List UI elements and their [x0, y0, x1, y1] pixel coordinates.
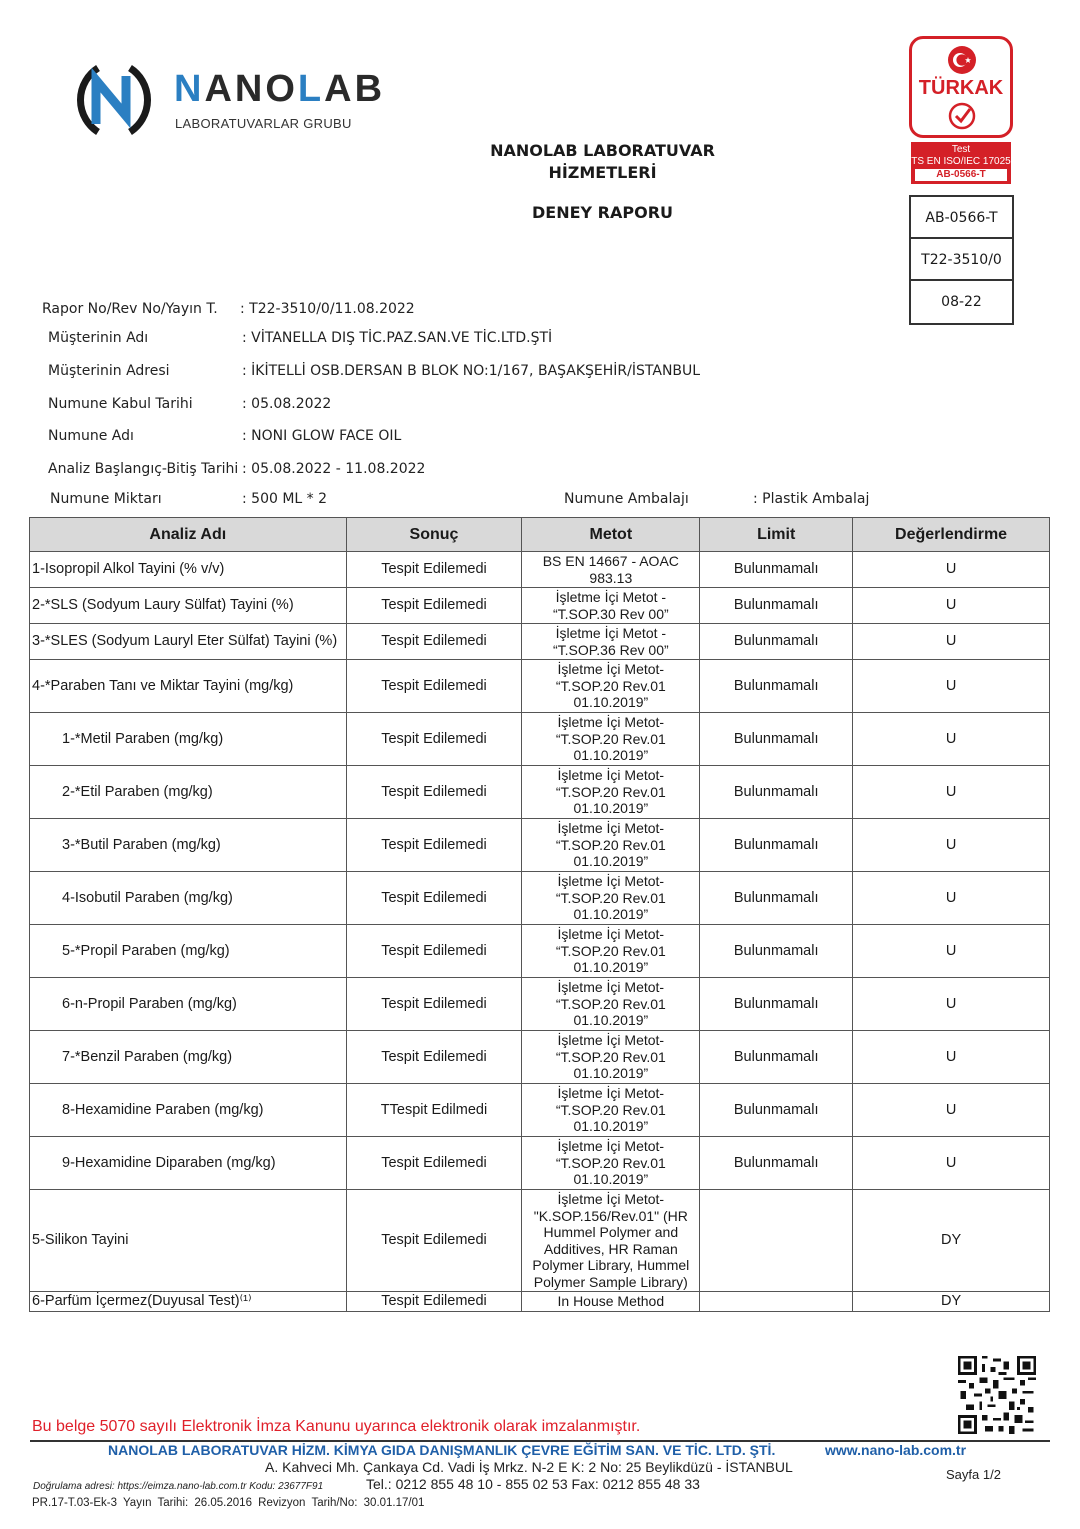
- cell-limit: Bulunmamalı: [700, 872, 853, 925]
- cell-degerlendirme: U: [853, 978, 1050, 1031]
- cell-sonuc: Tespit Edilemedi: [346, 819, 522, 872]
- logo-wordmark: NANOLAB: [174, 68, 386, 110]
- logo-subtitle: LABORATUVARLAR GRUBU: [175, 116, 352, 131]
- cell-sonuc: Tespit Edilemedi: [346, 978, 522, 1031]
- cell-limit: [700, 1292, 853, 1312]
- cell-metot: İşletme İçi Metot- “T.SOP.20 Rev.01 01.10.2019”: [522, 713, 700, 766]
- cell-sonuc: Tespit Edilemedi: [346, 1190, 522, 1292]
- cell-degerlendirme: U: [853, 819, 1050, 872]
- table-row: [30, 624, 1050, 660]
- code-report: T22-3510/0: [911, 239, 1012, 281]
- cell-limit: Bulunmamalı: [700, 978, 853, 1031]
- table-row: [30, 552, 1050, 588]
- cell-sonuc: Tespit Edilemedi: [346, 660, 522, 713]
- results-table: [29, 517, 1050, 1312]
- turkak-accreditation-badge: [909, 36, 1013, 186]
- cell-analiz: 6-Parfüm İçermez(Duyusal Test)⁽¹⁾: [30, 1292, 347, 1312]
- cell-sonuc: Tespit Edilemedi: [346, 766, 522, 819]
- cell-metot: İşletme İçi Metot- “T.SOP.20 Rev.01 01.10.2019”: [522, 978, 700, 1031]
- cell-sonuc: Tespit Edilemedi: [346, 588, 522, 624]
- cell-sonuc: Tespit Edilemedi: [346, 925, 522, 978]
- document-heading: [440, 140, 765, 184]
- cell-limit: Bulunmamalı: [700, 925, 853, 978]
- kabul-tarihi-value: : 05.08.2022: [242, 396, 332, 412]
- rapor-no-value: : T22-3510/0/11.08.2022: [240, 301, 415, 317]
- cell-metot: İşletme İçi Metot- “T.SOP.20 Rev.01 01.10.2019”: [522, 872, 700, 925]
- cell-degerlendirme: U: [853, 713, 1050, 766]
- turkak-line3: AB-0566-T: [915, 169, 1007, 181]
- footer-website-link[interactable]: www.nano-lab.com.tr: [825, 1442, 967, 1458]
- musteri-adi-label: Müşterinin Adı: [48, 330, 149, 346]
- cell-analiz: 8-Hexamidine Paraben (mg/kg): [30, 1084, 347, 1137]
- cell-analiz: 5-*Propil Paraben (mg/kg): [30, 925, 347, 978]
- code-accreditation: AB-0566-T: [911, 197, 1012, 239]
- numune-adi-label: Numune Adı: [48, 428, 134, 444]
- cell-metot: İşletme İçi Metot- “T.SOP.20 Rev.01 01.10.2019”: [522, 925, 700, 978]
- table-row: [30, 713, 1050, 766]
- header-limit: Limit: [700, 518, 853, 552]
- report-codes-box: [909, 195, 1014, 325]
- cell-degerlendirme: U: [853, 766, 1050, 819]
- turkak-brand: TÜRKAK: [918, 77, 1004, 99]
- footer-address: A. Kahveci Mh. Çankaya Cd. Vadi İş Mrkz. N-2 E K: 2 No: 25 Beylikdüzü - İSTANBUL: [265, 1459, 793, 1475]
- cell-analiz: 3-*SLES (Sodyum Lauryl Eter Sülfat) Tayini (%): [30, 624, 347, 660]
- cell-limit: Bulunmamalı: [700, 1137, 853, 1190]
- cell-limit: Bulunmamalı: [700, 552, 853, 588]
- cell-sonuc: Tespit Edilemedi: [346, 713, 522, 766]
- cell-analiz: 7-*Benzil Paraben (mg/kg): [30, 1031, 347, 1084]
- table-row: [30, 660, 1050, 713]
- heading-line1: NANOLAB LABORATUVAR: [490, 141, 715, 160]
- cell-degerlendirme: U: [853, 552, 1050, 588]
- table-row: [30, 1137, 1050, 1190]
- page-number: Sayfa 1/2: [946, 1467, 1001, 1482]
- cell-degerlendirme: U: [853, 588, 1050, 624]
- numune-adi-value: : NONI GLOW FACE OIL: [242, 428, 402, 444]
- footer-phone: Tel.: 0212 855 48 10 - 855 02 53 Fax: 0212 855 48 33: [366, 1476, 700, 1492]
- cell-metot: İşletme İçi Metot- “T.SOP.20 Rev.01 01.10.2019”: [522, 1137, 700, 1190]
- report-title: DENEY RAPORU: [531, 203, 674, 222]
- cell-sonuc: Tespit Edilemedi: [346, 1292, 522, 1312]
- cell-analiz: 4-Isobutil Paraben (mg/kg): [30, 872, 347, 925]
- cell-metot: İşletme İçi Metot - “T.SOP.30 Rev 00”: [522, 588, 700, 624]
- cell-limit: Bulunmamalı: [700, 766, 853, 819]
- footer-verification: Doğrulama adresi: https://eimza.nano-lab.com.tr Kodu: 23677F91: [33, 1481, 324, 1492]
- table-row: [30, 1292, 1050, 1312]
- cell-limit: Bulunmamalı: [700, 660, 853, 713]
- table-row: [30, 1190, 1050, 1292]
- header-analiz-adi: Analiz Adı: [30, 518, 347, 552]
- turkak-frame: [909, 36, 1013, 138]
- numune-miktari-value: : 500 ML * 2: [242, 491, 328, 507]
- cell-limit: [700, 1190, 853, 1292]
- cell-sonuc: Tespit Edilemedi: [346, 552, 522, 588]
- numune-miktari-label: Numune Miktarı: [50, 491, 162, 507]
- cell-limit: Bulunmamalı: [700, 624, 853, 660]
- cell-analiz: 1-Isopropil Alkol Tayini (% v/v): [30, 552, 347, 588]
- cell-analiz: 4-*Paraben Tanı ve Miktar Tayini (mg/kg): [30, 660, 347, 713]
- musteri-adresi-value: : İKİTELLİ OSB.DERSAN B BLOK NO:1/167, BAŞAKŞEHİR/İSTANBUL: [242, 363, 701, 379]
- analiz-tarihi-value: : 05.08.2022 - 11.08.2022: [242, 461, 426, 477]
- header-sonuc: Sonuç: [346, 518, 522, 552]
- cell-degerlendirme: U: [853, 925, 1050, 978]
- heading-line2: HİZMETLERİ: [548, 163, 657, 182]
- table-row: [30, 925, 1050, 978]
- turkak-standard-label: [911, 142, 1011, 184]
- cell-degerlendirme: U: [853, 624, 1050, 660]
- cell-analiz: 1-*Metil Paraben (mg/kg): [30, 713, 347, 766]
- code-date: 08-22: [941, 294, 982, 310]
- kabul-tarihi-label: Numune Kabul Tarihi: [48, 396, 193, 412]
- musteri-adi-value: : VİTANELLA DIŞ TİC.PAZ.SAN.VE TİC.LTD.ŞTİ: [242, 330, 553, 346]
- cell-metot: İşletme İçi Metot- “T.SOP.20 Rev.01 01.10.2019”: [522, 1084, 700, 1137]
- table-row: [30, 1084, 1050, 1137]
- cell-metot: In House Method: [522, 1292, 700, 1312]
- numune-ambalaji-label: Numune Ambalajı: [564, 491, 689, 507]
- turkish-flag-icon: [947, 45, 977, 75]
- numune-ambalaji-value: : Plastik Ambalaj: [753, 491, 870, 507]
- rapor-no-label: Rapor No/Rev No/Yayın T.: [42, 301, 218, 317]
- nanolab-logo: [68, 58, 386, 148]
- cell-degerlendirme: DY: [853, 1190, 1050, 1292]
- nanolab-logo-mark-icon: [68, 58, 160, 142]
- cell-degerlendirme: U: [853, 1031, 1050, 1084]
- cell-analiz: 6-n-Propil Paraben (mg/kg): [30, 978, 347, 1031]
- cell-analiz: 3-*Butil Paraben (mg/kg): [30, 819, 347, 872]
- cell-metot: İşletme İçi Metot - “T.SOP.36 Rev 00”: [522, 624, 700, 660]
- cell-degerlendirme: U: [853, 660, 1050, 713]
- turkak-line2: TS EN ISO/IEC 17025: [911, 156, 1011, 167]
- table-row: [30, 1031, 1050, 1084]
- cell-analiz: 5-Silikon Tayini: [30, 1190, 347, 1292]
- footer-company: NANOLAB LABORATUVAR HİZM. KİMYA GIDA DANIŞMANLIK ÇEVRE EĞİTİM SAN. VE TİC. LTD. ŞTİ.: [108, 1442, 776, 1458]
- table-row: [30, 872, 1050, 925]
- cell-sonuc: Tespit Edilemedi: [346, 872, 522, 925]
- cell-limit: Bulunmamalı: [700, 1084, 853, 1137]
- header-metot: Metot: [522, 518, 700, 552]
- cell-degerlendirme: U: [853, 1137, 1050, 1190]
- cell-sonuc: Tespit Edilemedi: [346, 1137, 522, 1190]
- cell-limit: Bulunmamalı: [700, 1031, 853, 1084]
- esignature-notice: Bu belge 5070 sayılı Elektronik İmza Kanunu uyarınca elektronik olarak imzalanmıştır.: [32, 1418, 641, 1435]
- table-row: [30, 819, 1050, 872]
- cell-analiz: 9-Hexamidine Diparaben (mg/kg): [30, 1137, 347, 1190]
- table-row: [30, 978, 1050, 1031]
- cell-metot: İşletme İçi Metot- “T.SOP.20 Rev.01 01.10.2019”: [522, 766, 700, 819]
- cell-sonuc: TTespit Edilmedi: [346, 1084, 522, 1137]
- cell-degerlendirme: DY: [853, 1292, 1050, 1312]
- cell-degerlendirme: U: [853, 1084, 1050, 1137]
- analiz-tarihi-label: Analiz Başlangıç-Bitiş Tarihi: [48, 461, 239, 477]
- cell-metot: İşletme İçi Metot- “T.SOP.20 Rev.01 01.10.2019”: [522, 819, 700, 872]
- table-header-row: [30, 518, 1050, 552]
- table-row: [30, 766, 1050, 819]
- cell-analiz: 2-*Etil Paraben (mg/kg): [30, 766, 347, 819]
- musteri-adresi-label: Müşterinin Adresi: [48, 363, 170, 379]
- cell-metot: İşletme İçi Metot- “T.SOP.20 Rev.01 01.10.2019”: [522, 1031, 700, 1084]
- cell-metot: BS EN 14667 - AOAC 983.13: [522, 552, 700, 588]
- header-degerlendirme: Değerlendirme: [853, 518, 1050, 552]
- qr-code-icon[interactable]: [958, 1356, 1036, 1434]
- cell-sonuc: Tespit Edilemedi: [346, 1031, 522, 1084]
- table-row: [30, 588, 1050, 624]
- cell-limit: Bulunmamalı: [700, 819, 853, 872]
- cell-limit: Bulunmamalı: [700, 713, 853, 766]
- footer-form-info: PR.17-T.03-Ek-3 Yayın Tarihi: 26.05.2016 Revizyon Tarih/No: 30.01.17/01: [32, 1497, 425, 1509]
- cell-sonuc: Tespit Edilemedi: [346, 624, 522, 660]
- checkmark-icon: [948, 102, 976, 130]
- cell-metot: İşletme İçi Metot- “T.SOP.20 Rev.01 01.10.2019”: [522, 660, 700, 713]
- turkak-line1: Test: [951, 144, 971, 155]
- cell-analiz: 2-*SLS (Sodyum Laury Sülfat) Tayini (%): [30, 588, 347, 624]
- cell-metot: İşletme İçi Metot- "K.SOP.156/Rev.01" (HR Hummel Polymer and Additives, HR Raman Polymer Library, Hummel Polymer Sample Library): [522, 1190, 700, 1292]
- cell-degerlendirme: U: [853, 872, 1050, 925]
- cell-limit: Bulunmamalı: [700, 588, 853, 624]
